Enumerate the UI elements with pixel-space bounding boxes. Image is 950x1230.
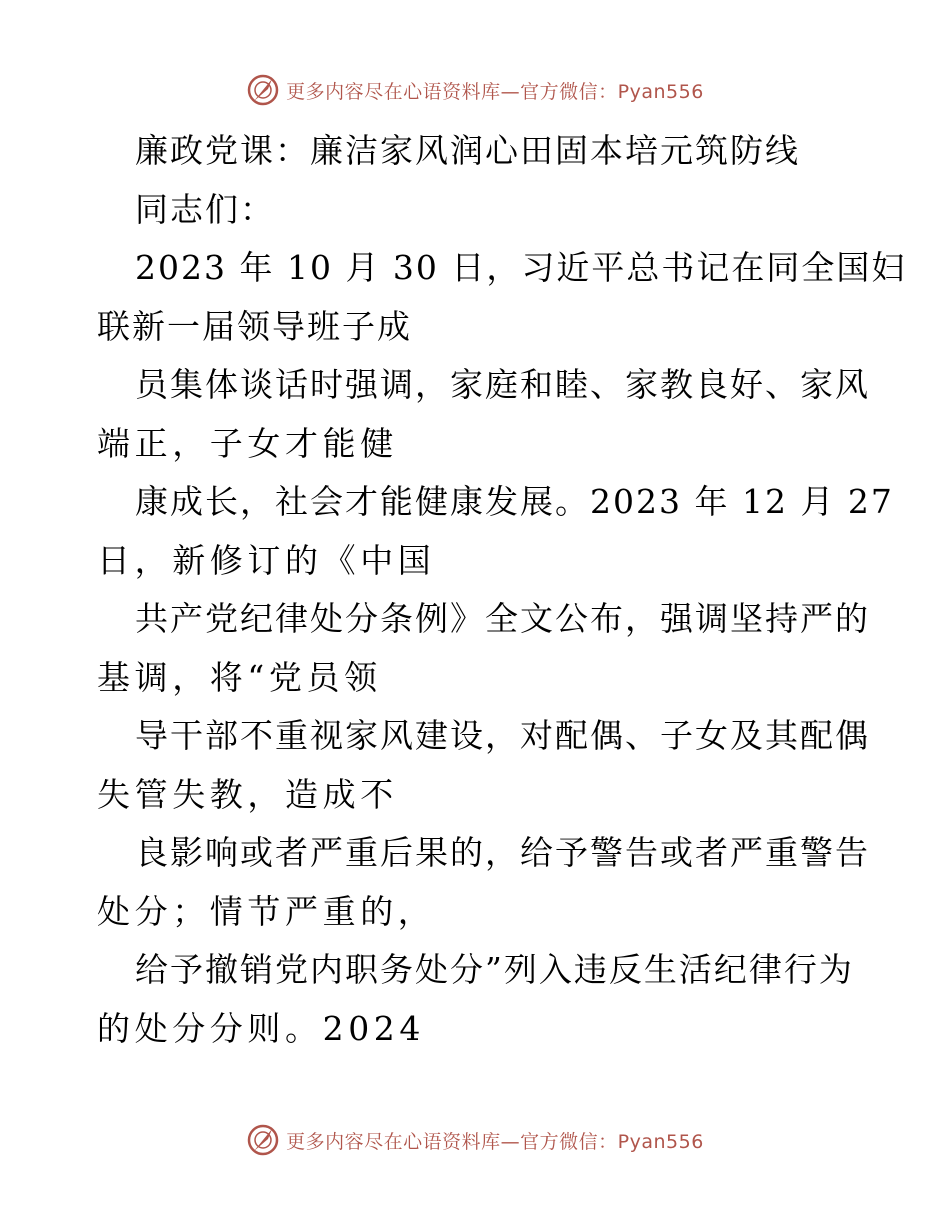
paragraph-line: 导干部不重视家风建设，对配偶、子女及其配偶 — [135, 716, 870, 755]
paragraph-line: 处分；情节严重的， — [97, 891, 436, 931]
quill-seal-icon — [246, 1123, 280, 1157]
paragraph-line: 联新一届领导班子成 — [97, 306, 412, 346]
footer-banner — [0, 1120, 950, 1160]
paragraph-line: 共产党纪律处分条例》全文公布，强调坚持严的 — [135, 599, 870, 638]
document-body — [97, 122, 907, 1058]
paragraph-line: 日，新修订的《中国 — [97, 540, 436, 580]
paragraph-line: 端正，子女才能健 — [97, 423, 398, 463]
header-banner — [0, 70, 950, 110]
footer-banner-text: 更多内容尽在心语资料库—官方微信：Pyan556 — [286, 1130, 704, 1153]
quill-seal-icon — [246, 73, 280, 107]
paragraph-line: 基调，将“党员领 — [97, 657, 382, 697]
paragraph-line: 良影响或者严重后果的，给予警告或者严重警告 — [135, 833, 870, 872]
paragraph-line: 的处分分则。2024 — [97, 1008, 425, 1048]
salutation: 同志们： — [135, 189, 275, 229]
paragraph-line: 康成长，社会才能健康发展。2023 年 12 月 27 — [135, 482, 894, 521]
paragraph-line: 失管失教，造成不 — [97, 774, 398, 814]
document-title: 廉政党课：廉洁家风润心田固本培元筑防线 — [135, 131, 800, 170]
paragraph-line: 员集体谈话时强调，家庭和睦、家教良好、家风 — [135, 365, 870, 404]
paragraph-line: 给予撤销党内职务处分”列入违反生活纪律行为 — [135, 950, 854, 989]
header-banner-text: 更多内容尽在心语资料库—官方微信：Pyan556 — [286, 80, 704, 103]
paragraph-line: 2023 年 10 月 30 日，习近平总书记在同全国妇 — [135, 248, 907, 287]
